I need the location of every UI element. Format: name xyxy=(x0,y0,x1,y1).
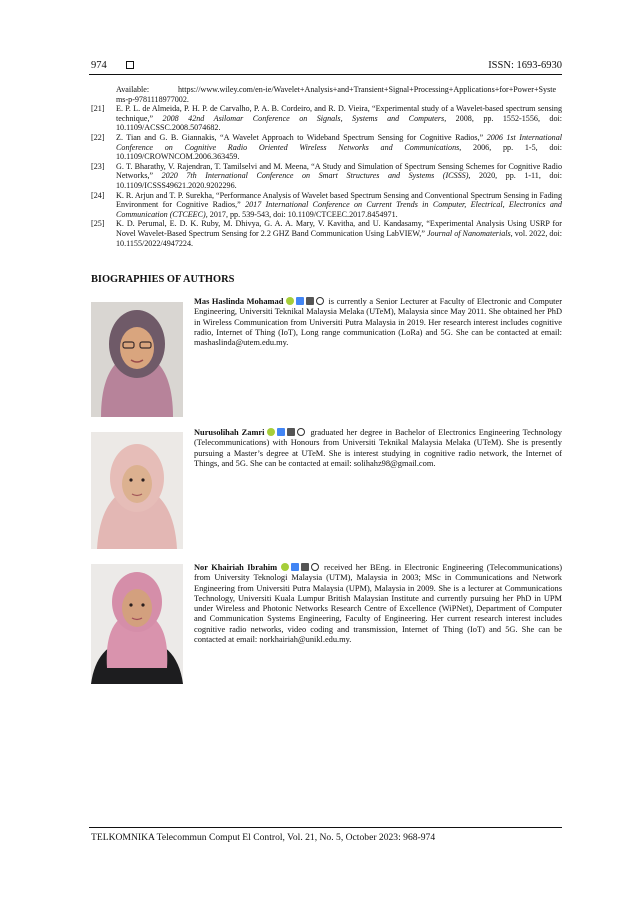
reference-text: K. R. Arjun and T. P. Surekha, “Performance Analysis of Wavelet based Spectrum Sensing and Conventional Spectrum Sensing in Fading Environment for Cognitive Radios,” 2017 International Conference on Current Trends in Computer, Electrical, Electronics and Communication (CTCEEC), 2017, pp. 539-543, doi: 10.1109/CTCEEC.2017.8454971. xyxy=(116,190,562,219)
author-bio-text: is currently a Senior Lecturer at Faculty of Electronic and Computer Engineering, Universiti Teknikal Malaysia Melaka (UTeM), Malaysia since May 2011. She obtained her PhD in Wireless Communication from Universiti Putra Malaysia in 2019. Her research interest includes cognitive radio, Internet of Thing (IoT), Long range communication (LoRa) and 5G. She can be contacted at email: mashaslinda@utem.edu.my. xyxy=(194,297,562,348)
reference-text: G. T. Bharathy, V. Rajendran, T. Tamilselvi and M. Meena, “A Study and Simulation of Spectrum Sensing Schemes for Cognitive Radio Networks,” 2020 7th International Conference on Smart Structures and Systems (ICSSS), 2020, pp. 1-11, doi: 10.1109/ICSSS49621.2020.9202296. xyxy=(116,161,562,190)
author-bio xyxy=(194,563,562,645)
reference-item xyxy=(91,104,562,133)
google-scholar-icon[interactable] xyxy=(277,428,285,436)
orcid-icon[interactable] xyxy=(286,297,294,305)
author-photo xyxy=(91,302,183,417)
author-photo xyxy=(91,564,183,684)
web-of-science-icon[interactable] xyxy=(297,428,305,436)
reference-item xyxy=(91,191,562,220)
author-bio xyxy=(194,297,562,348)
author-bio xyxy=(194,428,562,469)
scopus-icon[interactable] xyxy=(306,297,314,305)
reference-number: [22] xyxy=(91,132,105,142)
available-url-block[interactable]: https://www.wiley.com/en-ie/Wavelet+Analysis+and+Transient+Signal+Processing+Applications+for+Power+Systems-p-9781118977002. xyxy=(116,85,557,104)
web-of-science-icon[interactable] xyxy=(311,563,319,571)
author-name: Nor Khairiah Ibrahim xyxy=(194,563,278,572)
scopus-icon[interactable] xyxy=(287,428,295,436)
google-scholar-icon[interactable] xyxy=(296,297,304,305)
reference-item xyxy=(91,133,562,162)
square-icon xyxy=(126,61,134,69)
reference-number: [23] xyxy=(91,161,105,171)
reference-text: E. P. L. de Almeida, P. H. P. de Carvalho, P. A. B. Cordeiro, and R. D. Vieira, “Experimental study of a Wavelet-based spectrum sensing technique,” 2008 42nd Asilomar Conference on Signals, Systems and Computers, 2008, pp. 1552-1556, doi: 10.1109/ACSSC.2008.5074682. xyxy=(116,104,562,133)
footer-rule xyxy=(89,827,562,828)
author-bio-text: graduated her degree in Bachelor of Electronics Engineering Technology (Telecommunications) with Honours from Universiti Teknikal Malaysia Melaka (UTeM). She is presently pursuing a Master’s degree at UTeM. She is interest studying in cognitive radio network, the Internet of Things, and 5G. She can be contacted at email: solihahz98@gmail.com. xyxy=(194,428,562,468)
author-name: Nurusolihah Zamri xyxy=(194,428,265,437)
header-rule xyxy=(89,74,562,75)
google-scholar-icon[interactable] xyxy=(291,563,299,571)
page-number: 974 xyxy=(91,60,107,71)
orcid-icon[interactable] xyxy=(267,428,275,436)
author-bio-text: received her BEng. in Electronic Engineering (Telecommunications) from University Teknologi Malaysia (UTM), Malaysia in 2003; MSc in Communications and Network Engineering from Universiti Putra Malaysia (UPM), Malaysia in 2009. She is a lecturer at Communications Technology, Universiti Kuala Lumpur British Malaysian Institute and currently pursuing her PhD in UPM under Wireless and Photonic Networks Research Centre of Excellence (WiPNet), Department of Computer and Communication Systems Engineering, Faculty of Engineering. Her current research interest includes cognitive radio networks, video coding and transmission, Internet of Thing (IoT) and 5G. She can be contacted at email: norkhairiah@unikl.edu.my. xyxy=(194,563,562,645)
reference-text: Z. Tian and G. B. Giannakis, “A Wavelet Approach to Wideband Spectrum Sensing for Cognitive Radios,” 2006 1st International Conference on Cognitive Radio Oriented Wireless Networks and Communications, 2006, pp. 1-5, doi: 10.1109/CROWNCOM.2006.363459. xyxy=(116,132,562,162)
reference-number: [25] xyxy=(91,219,105,229)
reference-item xyxy=(91,162,562,191)
issn-label: ISSN: 1693-6930 xyxy=(488,60,562,71)
reference-item xyxy=(91,219,562,248)
author-photo xyxy=(91,432,183,549)
orcid-icon[interactable] xyxy=(281,563,289,571)
author-name: Mas Haslinda Mohamad xyxy=(194,297,284,306)
biographies-heading: BIOGRAPHIES OF AUTHORS xyxy=(91,274,235,285)
web-of-science-icon[interactable] xyxy=(316,297,324,305)
journal-footer: TELKOMNIKA Telecommun Comput El Control, Vol. 21, No. 5, October 2023: 968-974 xyxy=(91,832,436,843)
available-label: Available: xyxy=(116,85,150,94)
reference-text: K. D. Perumal, E. D. K. Ruby, M. Dhivya, G. A. A. Mary, V. Kavitha, and U. Kandasamy, “Experimental Analysis Using USRP for Novel Wavelet-Based Spectrum Sensing for 2.2 GHZ Band Communication Using LabVIEW,” Journal of Nanomaterials, vol. 2022, doi: 10.1155/2022/4947224. xyxy=(116,219,563,248)
reference-number: [24] xyxy=(91,190,105,200)
references-list xyxy=(91,85,562,248)
scopus-icon[interactable] xyxy=(301,563,309,571)
reference-number: [21] xyxy=(91,104,105,114)
